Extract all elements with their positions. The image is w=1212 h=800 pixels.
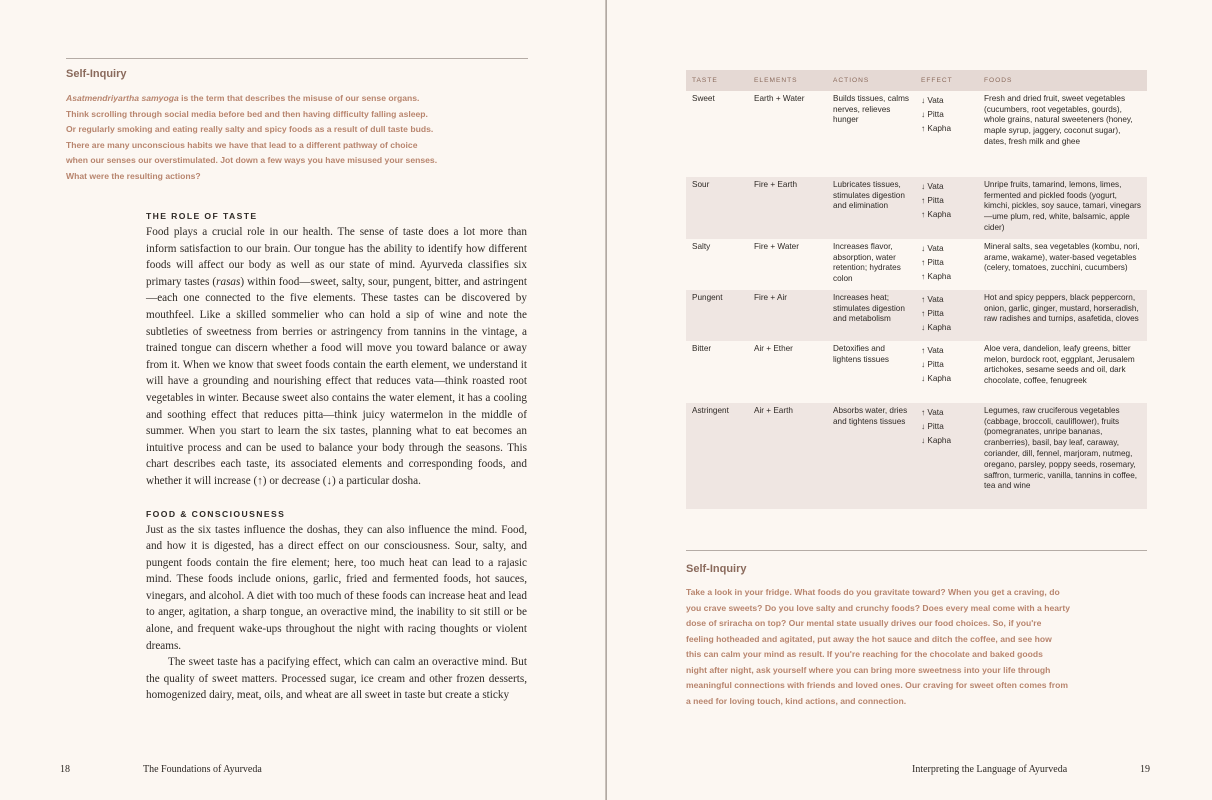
cell-effect: ↓ Vata ↑ Pitta ↑ Kapha — [921, 243, 952, 281]
self-inquiry-title: Self-Inquiry — [66, 68, 127, 80]
cell-actions: Detoxifies and lightens tissues — [833, 343, 889, 364]
cell-foods: Mineral salts, sea vegetables (kombu, nori, arame, wakame), water-based vegetables (celery, tomatoes, zucchini, cucumbers) — [984, 241, 1140, 273]
cell-effect: ↑ Vata ↑ Pitta ↓ Kapha — [915, 290, 978, 341]
cell-taste: Salty — [692, 241, 711, 251]
paragraph-role-of-taste: Food plays a crucial role in our health. The sense of taste does a lot more than inform satisfaction to our brain. Our tongue has the ability to identify how different foods will affect our body as well as our state of mind. Ayurveda classifies six primary tastes (rasas) within food—sweet, salty, sour, pungent, bitter, and astringent—each one connected to the five elements. These tastes can be discovered by mouthfeel. Like a skilled sommelier who can hold a sip of wine and note the subtleties of sweetness from berries or astringency from tannins in the vintage, a trained tongue can discern whether a food will move you toward balance or away from it. When we know that sweet foods contain the earth element, we understand it will have a grounding and nourishing effect that reduces vata—think roasted root vegetables in winter. Because sweet also contains the water element, it has a cooling and soothing effect that reduces pitta—think juicy watermelon in the middle of summer. When you start to learn the six tastes, planning what to eat becomes an intuitive process and can be used to balance your body through the seasons. This chart describes each taste, its associated elements and corresponding foods, and whether it will increase (↑) or decrease (↓) a particular dosha. — [146, 226, 527, 487]
table-row — [686, 177, 1147, 239]
cell-effect: ↑ Vata ↓ Pitta ↓ Kapha — [915, 403, 978, 509]
table-row — [686, 91, 1147, 177]
paragraph-food-consciousness-2: The sweet taste has a pacifying effect, which can calm an overactive mind. But the quality of sweet matters. Processed sugar, ice cream and other frozen desserts, homogenized dairy, meat, oils, and wheat are all sweet in taste but create a sticky — [146, 656, 527, 702]
cell-effect: ↓ Vata ↓ Pitta ↑ Kapha — [921, 95, 952, 133]
self-inquiry-line: meaningful connections with friends and loved ones. Our craving for sweet often comes from — [686, 680, 1069, 690]
cell-elements: Fire + Air — [748, 290, 827, 341]
self-inquiry-line: Take a look in your fridge. What foods do you gravitate toward? When you get a craving, do — [686, 587, 1060, 597]
self-inquiry-line: when our senses our overstimulated. Jot down a few ways you have misused your senses. — [66, 155, 438, 165]
main-text-column — [146, 210, 527, 704]
self-inquiry-text — [686, 585, 1156, 709]
cell-actions: Increases heat; stimulates digestion and metabolism — [827, 290, 915, 341]
cell-foods: Legumes, raw cruciferous vegetables (cabbage, broccoli, cauliflower), fruits (pomegranates, unripe bananas, cranberries), basil, bay leaf, caraway, coriander, dill, fennel, marjoram, nutmeg, oregano, parsley, poppy seeds, rosemary, saffron, turmeric, vanilla, tannins in coffee, tea and wine — [978, 403, 1147, 509]
self-inquiry-line: Or regularly smoking and eating really salty and spicy foods as a result of dull taste buds. — [66, 124, 434, 134]
cell-taste: Pungent — [686, 290, 748, 341]
cell-effect: ↑ Vata ↓ Pitta ↓ Kapha — [921, 345, 952, 383]
section-rule — [686, 550, 1147, 551]
cell-elements: Fire + Water — [754, 241, 799, 251]
term-rasas: rasas — [216, 275, 241, 288]
page-number-right: 19 — [1140, 764, 1150, 775]
table-header-row — [686, 70, 1147, 91]
self-inquiry-line: dose of sriracha on top? Our mental state usually drives our food choices. So, if you're — [686, 618, 1042, 628]
running-footer-right: Interpreting the Language of Ayurveda — [912, 764, 1068, 775]
table-row — [686, 341, 1147, 403]
cell-elements: Fire + Earth — [748, 177, 827, 239]
sanskrit-term: Asatmendriyartha samyoga — [66, 93, 179, 103]
cell-foods: Fresh and dried fruit, sweet vegetables (cucumbers, root vegetables, gourds), whole grains, natural sweeteners (honey, maple syrup, jaggery, coconut sugar), dates, fresh milk and ghee — [984, 93, 1133, 146]
table-row — [686, 239, 1147, 290]
cell-actions: Increases flavor, absorption, water retention; hydrates colon — [833, 241, 901, 284]
cell-foods: Aloe vera, dandelion, leafy greens, bitter melon, burdock root, eggplant, Jerusalem artichokes, sesame seeds and oil, dark chocolate, coffee, fenugreek — [984, 343, 1135, 386]
cell-taste: Bitter — [692, 343, 712, 353]
self-inquiry-line: you crave sweets? Do you love salty and crunchy foods? Does every meal come with a hearty — [686, 602, 1070, 613]
self-inquiry-line: There are many unconscious habits we have that lead to a different pathway of choice — [66, 139, 418, 150]
cell-taste: Sour — [686, 177, 748, 239]
heading-food-consciousness: FOOD & CONSCIOUSNESS — [146, 508, 286, 519]
cell-taste: Astringent — [686, 403, 748, 509]
table-row — [686, 403, 1147, 509]
section-rule — [66, 58, 528, 59]
self-inquiry-line: night after night, ask yourself where you can bring more sweetness into your life through — [686, 664, 1051, 675]
self-inquiry-title: Self-Inquiry — [686, 563, 747, 575]
self-inquiry-line: What were the resulting actions? — [66, 170, 201, 181]
cell-elements: Air + Ether — [754, 343, 793, 353]
cell-actions: Absorbs water, dries and tightens tissues — [827, 403, 915, 509]
page-number-left: 18 — [60, 764, 70, 775]
cell-elements: Earth + Water — [754, 93, 805, 103]
cell-foods: Hot and spicy peppers, black peppercorn, onion, garlic, ginger, mustard, horseradish, raw radishes and turnips, asafetida, cloves — [978, 290, 1147, 341]
six-tastes-table — [686, 70, 1147, 509]
header-elements: ELEMENTS — [748, 70, 827, 91]
self-inquiry-line: a need for loving touch, kind actions, and connection. — [686, 695, 907, 706]
header-effect: EFFECT — [915, 70, 978, 91]
self-inquiry-line: feeling hotheaded and agitated, put away the hot sauce and ditch the coffee, and see how — [686, 633, 1052, 644]
cell-actions: Builds tissues, calms nerves, relieves hunger — [833, 93, 909, 125]
self-inquiry-line: Think scrolling through social media before bed and then having difficulty falling asleep. — [66, 108, 428, 119]
header-taste: TASTE — [686, 70, 748, 91]
cell-actions: Lubricates tissues, stimulates digestion and elimination — [827, 177, 915, 239]
right-page — [607, 0, 1212, 800]
self-inquiry-text — [66, 91, 536, 184]
self-inquiry-line: this can calm your mind as result. If you're reaching for the chocolate and baked goods — [686, 649, 1043, 659]
header-actions: ACTIONS — [827, 70, 915, 91]
cell-effect: ↓ Vata ↑ Pitta ↑ Kapha — [915, 177, 978, 239]
heading-role-of-taste: THE ROLE OF TASTE — [146, 211, 258, 221]
running-footer-left: The Foundations of Ayurveda — [143, 764, 262, 775]
table-row — [686, 290, 1147, 341]
cell-foods: Unripe fruits, tamarind, lemons, limes, fermented and pickled foods (yogurt, kimchi, pickles, soy sauce, tamari, vinegars—ume plum, red, white, balsamic, apple cider) — [978, 177, 1147, 239]
self-inquiry-line: Asatmendriyartha samyoga is the term that describes the misuse of our sense organs. — [66, 93, 420, 103]
paragraph-food-consciousness-1: Just as the six tastes influence the doshas, they can also influence the mind. Food, and how it is digested, has a direct effect on our consciousness. Sour, salty, and pungent foods contain the fire element; here, too much heat can lead to a rajasic mind. These foods include onions, garlic, fried and fermented foods, hot sauces, vinegars, and alcohol. A diet with too much of these foods can increase heat and lead to anger, agitation, a sharp tongue, an overactive mind, the inability to sit still or be alone, and frequent wake-ups throughout the night with racing thoughts or violent dreams. — [146, 523, 527, 652]
cell-taste: Sweet — [692, 93, 715, 103]
cell-elements: Air + Earth — [748, 403, 827, 509]
header-foods: FOODS — [978, 70, 1147, 91]
